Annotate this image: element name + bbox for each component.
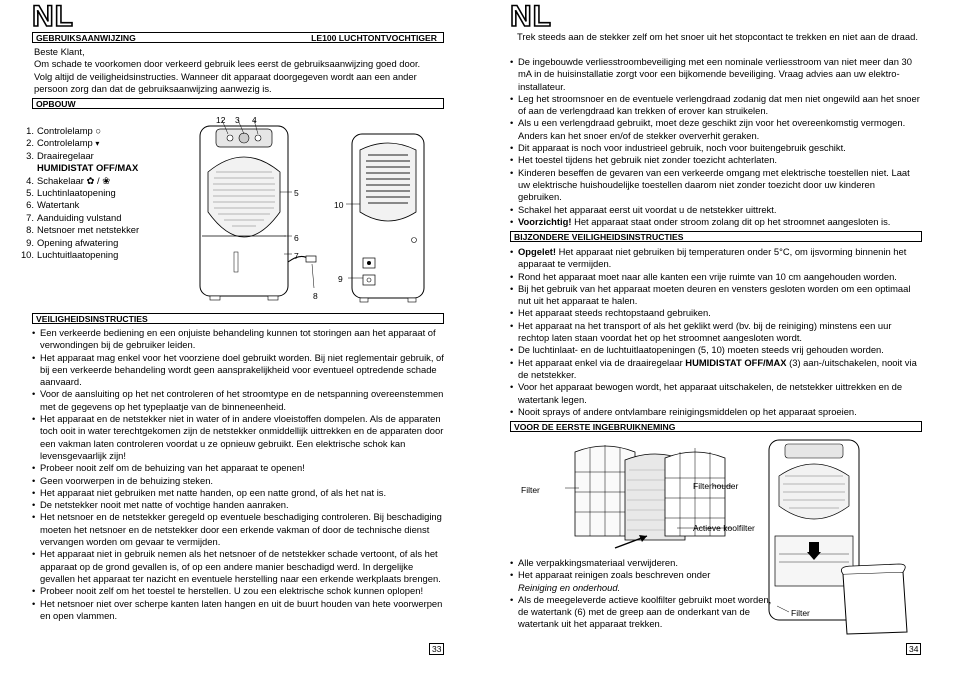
intro-text <box>34 46 446 95</box>
header-title: GEBRUIKSAANWIJZING <box>36 33 136 43</box>
section-veiligheid <box>32 313 444 324</box>
label-filterhouder: Filterhouder <box>693 481 739 491</box>
safety-item: • De netstekker nooit met natte of vochtige handen aanraken. <box>32 499 444 511</box>
safety-item: • Voor het apparaat bewogen wordt, het apparaat uitschakelen, de netstekker uittrekken en de watertank legen. <box>510 381 920 406</box>
safety-item: • Het apparaat enkel via de draairegelaar HUMIDISTAT OFF/MAX (3) aan-/uitschakelen, nooit via de netstekker. <box>510 357 920 382</box>
safety-item: • Probeer nooit zelf om de behuizing van het apparaat te openen! <box>32 462 444 474</box>
intro-line: Om schade te voorkomen door verkeerd gebruik lees eerst de gebruiksaanwijzing goed door. <box>34 58 421 70</box>
safety-item: • Nooit sprays of andere ontvlambare reinigingsmiddelen op het apparaat sproeien. <box>510 406 920 418</box>
diagram-label-3: 3 <box>235 115 240 125</box>
diagram-label-9: 9 <box>338 274 343 284</box>
safety-item: • Opgelet! Het apparaat niet gebruiken bij temperaturen onder 5°C, om ijsvorming binnenin het apparaat te vermijden. <box>510 246 920 271</box>
page-number: 34 <box>906 643 921 655</box>
safety-list <box>32 327 444 622</box>
intro-line: Volg altijd de veiligheidsinstructies. Wanneer dit apparaat doorgegeven wordt aan een ander <box>34 70 417 82</box>
safety-item: • Geen voorwerpen in de behuizing steken. <box>32 475 444 487</box>
parts-item: 10. Luchtuitlaatopening <box>20 248 119 260</box>
safety-item: • Probeer nooit zelf om het toestel te herstellen. U zou een elektrische schok kunnen oplopen! <box>32 585 444 597</box>
safety-item: • Het apparaat en de netstekker niet in water of in andere vloeistoffen dompelen. Als de apparaten toch ooit in water terechtgekomen zijn de netstekker onmiddellijk uittrekken en de apparaten door een vakman laten controleren voordat u ze opnieuw gebruikt. Een elektrische schok kan levensgevaarlijk zijn! <box>32 413 444 462</box>
safety-item: • Het apparaat na het transport of als het geklikt werd (bv. bij de reiniging) minstens een uur rechtop laten staan voordat het op het stroomnet aangesloten wordt. <box>510 320 920 345</box>
diagram-label-8: 8 <box>313 291 318 301</box>
parts-item: 9. Opening afwatering <box>26 236 119 248</box>
diagram-label-4: 4 <box>252 115 257 125</box>
page-number: 33 <box>429 643 444 655</box>
safety-item: • Het apparaat steeds rechtopstaand gebruiken. <box>510 307 920 319</box>
first-use-item: • Alle verpakkingsmateriaal verwijderen. <box>510 557 780 569</box>
safety-item: • Rond het apparaat moet naar alle kanten een vrije ruimte van 10 cm aangehouden worden. <box>510 271 920 283</box>
safety-item: • Schakel het apparaat eerst uit voordat u de netstekker uittrekt. <box>510 204 920 216</box>
unit-tank-illustration <box>767 436 917 636</box>
label-actieve-koolfilter: Actieve koolfilter <box>693 523 755 533</box>
safety-item: • Voorzichtig! Het apparaat staat onder stroom zolang dit op het stroomnet aangesloten is. <box>510 216 920 228</box>
safety-item: • Het netsnoer en de netstekker geregeld op eventuele beschadiging controleren. Bij beschadiging moeten het netsnoer en de netstekker door een erkende vakman of door de technische dienst vervangen worden om gevaar te vermijden. <box>32 511 444 548</box>
right-page <box>477 0 954 675</box>
continued-safety-list <box>510 56 920 228</box>
parts-item: 8. Netsnoer met netstekker <box>26 224 140 236</box>
safety-item: • Een verkeerde bediening en een onjuiste behandeling kunnen tot storingen aan het apparaat of verwondingen bij de gebruiker leiden. <box>32 327 444 352</box>
section-title: VOOR DE EERSTE INGEBRUIKNEMING <box>514 422 676 432</box>
diagram-label-10: 10 <box>334 200 344 210</box>
language-tag: NL <box>32 0 74 33</box>
safety-item: • Het apparaat niet gebruiken met natte handen, op een natte grond, of als het nat is. <box>32 487 444 499</box>
parts-item: 4. Schakelaar ✿ / ❀ <box>26 174 111 186</box>
diagram-label-6: 6 <box>294 233 299 243</box>
fan-low-icon: ✿ <box>86 174 95 186</box>
safety-item: • Bij het gebruik van het apparaat moeten deuren en vensters gesloten worden om een optimaal nut uit het apparaat te halen. <box>510 283 920 308</box>
parts-item: 3. Draairegelaar <box>26 149 94 161</box>
first-use-list <box>510 557 780 631</box>
section-bijzondere <box>510 231 922 242</box>
first-use-item: • Het apparaat reinigen zoals beschreven onder Reiniging en onderhoud. <box>510 569 780 594</box>
diagram-label-5: 5 <box>294 188 299 198</box>
parts-list <box>20 125 139 261</box>
parts-item: 7. Aanduiding vulstand <box>26 211 122 223</box>
language-tag: NL <box>510 0 552 33</box>
parts-item: 2. Controlelamp ▾ <box>26 137 100 149</box>
tank-icon: ▾ <box>95 139 100 149</box>
safety-item: • Als u een verlengdraad gebruikt, moet deze geschikt zijn voor het overeenkomstig vermogen. Anders kan het snoer en/of de stekker oververhit geraken. <box>510 117 920 142</box>
safety-item: • Dit apparaat is noch voor industrieel gebruik, noch voor buitengebruik geschikt. <box>510 142 920 154</box>
manual-header <box>32 32 444 43</box>
first-use-item: • Als de meegeleverde actieve koolfilter gebruikt moet worden, de watertank (6) met de greep aan de onderkant van de watertank uit het apparaat trekken. <box>510 594 780 631</box>
label-filter-unit: Filter <box>791 608 810 618</box>
safety-item: • Voor de aansluiting op het net controleren of het stroomtype en de netspanning overeenstemmen met de gegevens op het typeplaatje van de binneneenheid. <box>32 388 444 413</box>
section-title: VEILIGHEIDSINSTRUCTIES <box>36 314 148 324</box>
label-filter: Filter <box>521 485 540 495</box>
safety-item: • Het apparaat niet in gebruik nemen als het netsnoer of de netstekker schade vertoont, of als het apparaat op de grond gevallen is, of op een andere manier beschadigd werd. In dergelijke gevallen het apparaat ter nazicht en eventuele herstelling naar een erkende werkplaats brengen. <box>32 548 444 585</box>
safety-item: • Kinderen beseffen de gevaren van een verkeerde omgang met elektrische toestellen niet. Laat uw elektrische huishoudelijke toestellen daarom niet zonder toezicht door uw kinderen gebruiken. <box>510 167 920 204</box>
safety-item: • Het apparaat mag enkel voor het voorziene doel gebruikt worden. Bij niet reglementair gebruik, of bij een verkeerde behandeling wordt geen aansprakelijkheid voor eventueel optredende schade aanvaard. <box>32 352 444 389</box>
section-eerste-ingebruikneming <box>510 421 922 432</box>
parts-item: 5. Luchtinlaatopening <box>26 186 116 198</box>
section-title: OPBOUW <box>36 99 76 109</box>
parts-item: HUMIDISTAT OFF/MAX <box>37 162 139 174</box>
parts-item: 1. Controlelamp ○ <box>26 125 102 136</box>
header-model: LE100 LUCHTONTVOCHTIGER <box>311 33 437 43</box>
intro-line: persoon zorg dan dat de gebruiksaanwijzing aanwezig is. <box>34 82 272 94</box>
diagram-label-7: 7 <box>294 251 299 261</box>
safety-item: • Het toestel tijdens het gebruik niet zonder toezicht achterlaten. <box>510 154 920 166</box>
diagram-label-12: 12 <box>216 115 226 125</box>
lamp-icon: ○ <box>95 125 102 136</box>
filter-illustration <box>517 440 757 552</box>
intro-line: Beste Klant, <box>34 46 85 57</box>
section-title: BIJZONDERE VEILIGHEIDSINSTRUCTIES <box>514 232 684 242</box>
section-opbouw <box>32 98 444 109</box>
safety-item: • Het netsnoer niet over scherpe kanten laten hangen en uit de buurt houden van hete voorwerpen en open vlammen. <box>32 598 444 623</box>
continued-intro: Trek steeds aan de stekker zelf om het snoer uit het stopcontact te trekken en niet aan de draad. <box>517 31 918 42</box>
fan-high-icon: ❀ <box>102 174 111 186</box>
dehumidifier-diagram <box>180 112 440 308</box>
safety-item: • De luchtinlaat- en de luchtuitlaatopeningen (5, 10) moeten steeds vrij gehouden worden. <box>510 344 920 356</box>
parts-item: 6. Watertank <box>26 199 80 211</box>
special-safety-list <box>510 246 920 418</box>
safety-item: • De ingebouwde verliesstroombeveiliging met een nominale verliesstroom van niet meer dan 30 mA in de huisinstallatie zorgt voor een bijkomende beveiliging. Vraag advies aan uw elektro-installateur. <box>510 56 920 93</box>
safety-item: • Leg het stroomsnoer en de eventuele verlengdraad zodanig dat men niet ongewild aan het snoer of aan de verlengdraad kan trekken of erover kan struikelen. <box>510 93 920 118</box>
